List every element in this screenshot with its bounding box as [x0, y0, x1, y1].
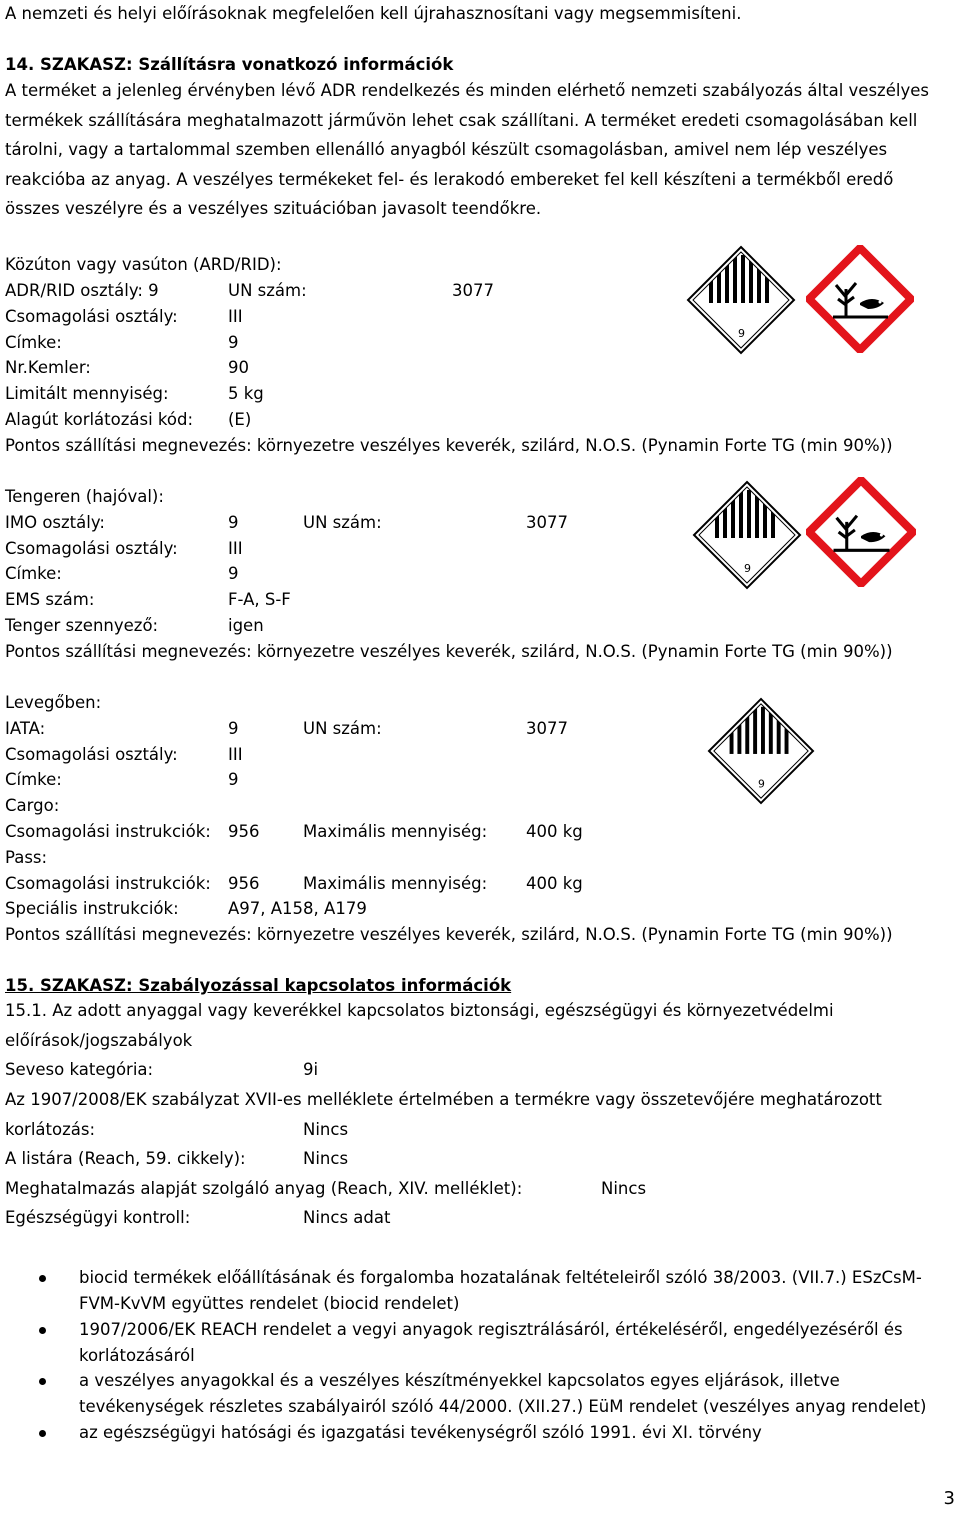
class9-diamond-icon	[686, 245, 796, 355]
class9-number: 9	[744, 562, 751, 575]
sea-label-label: Címke:	[5, 564, 62, 583]
air-cargo-label: Cargo:	[5, 796, 60, 815]
sea-ems-label: EMS szám:	[5, 590, 95, 609]
air-pass-instr-label: Csomagolási instrukciók:	[5, 874, 211, 893]
road-packing-label: Csomagolási osztály:	[5, 307, 178, 326]
air-cargo-max-label: Maximális mennyiség:	[303, 822, 488, 841]
reach17-line: Az 1907/2008/EK szabályzat XVII-es melléklete értelmében a termékre vagy összetevőjére meghatározott	[5, 1090, 882, 1109]
air-shipping-name: Pontos szállítási megnevezés: környezetre veszélyes keverék, szilárd, N.O.S. (Pynamin Forte TG (min 90%))	[5, 925, 893, 944]
list-item-4-line-1: az egészségügyi hatósági és igazgatási tevékenységről szóló 1991. évi XI. törvény	[79, 1423, 762, 1442]
road-tunnel-label: Alagút korlátozási kód:	[5, 410, 194, 429]
sea-label-value: 9	[228, 564, 239, 583]
air-pass-max-label: Maximális mennyiség:	[303, 874, 488, 893]
health-label: Egészségügyi kontroll:	[5, 1208, 191, 1227]
air-cargo-max-value: 400 kg	[526, 822, 583, 841]
air-class-label: IATA:	[5, 719, 46, 738]
air-cargo-instr-value: 956	[228, 822, 260, 841]
restriction-label: korlátozás:	[5, 1120, 96, 1139]
section-14-para-line-3: tárolni, vagy a tartalommal szemben ellenálló anyagból készült csomagolásban, amivel nem lép veszélyes	[5, 140, 888, 159]
list-item-2-line-1: 1907/2006/EK REACH rendelet a vegyi anyagok regisztrálásáról, értékeléséről, engedélyezéséről és	[79, 1320, 903, 1339]
sea-ems-value: F-A, S-F	[228, 590, 291, 609]
authorisation-label: Meghatalmazás alapját szolgáló anyag (Reach, XIV. melléklet):	[5, 1179, 523, 1198]
road-kemler-value: 90	[228, 358, 249, 377]
sea-title: Tengeren (hajóval):	[5, 487, 164, 506]
air-cargo-instr-label: Csomagolási instrukciók:	[5, 822, 211, 841]
sea-shipping-name: Pontos szállítási megnevezés: környezetre veszélyes keverék, szilárd, N.O.S. (Pynamin Forte TG (min 90%))	[5, 642, 893, 661]
air-special-value: A97, A158, A179	[228, 899, 367, 918]
section-14-para-line-1: A terméket a jelenleg érvényben lévő ADR rendelkezés és minden elérhető nemzeti szabályozás által veszélyes	[5, 81, 929, 100]
sea-pollutant-label: Tenger szennyező:	[5, 616, 159, 635]
road-limited-value: 5 kg	[228, 384, 264, 403]
list-label: A listára (Reach, 59. cikkely):	[5, 1149, 246, 1168]
air-pass-instr-value: 956	[228, 874, 260, 893]
air-un-value: 3077	[526, 719, 568, 738]
section-14-para-line-4: reakcióba az anyag. A veszélyes termékeket fel- és lerakodó embereket fel kell készíteni a termékből eredő	[5, 170, 894, 189]
sea-packing-value: III	[228, 539, 243, 558]
list-value: Nincs	[303, 1149, 349, 1168]
class9-diamond-icon	[707, 697, 815, 805]
list-item-2-line-2: korlátozásáról	[79, 1346, 195, 1365]
air-packing-value: III	[228, 745, 243, 764]
air-packing-label: Csomagolási osztály:	[5, 745, 178, 764]
air-label-label: Címke:	[5, 770, 62, 789]
road-label-label: Címke:	[5, 333, 62, 352]
air-class-value: 9	[228, 719, 239, 738]
section-14-para-line-2: termékek szállítására meghatalmazott járművön lehet csak szállítani. A terméket eredeti csomagolásában kell	[5, 111, 918, 130]
road-shipping-name: Pontos szállítási megnevezés: környezetre veszélyes keverék, szilárd, N.O.S. (Pynamin Forte TG (min 90%))	[5, 436, 893, 455]
sea-un-value: 3077	[526, 513, 568, 532]
air-pass-label: Pass:	[5, 848, 48, 867]
list-item-1-line-2: FVM-KvVM együttes rendelet (biocid rendelet)	[79, 1294, 460, 1313]
road-title: Közúton vagy vasúton (ARD/RID):	[5, 255, 282, 274]
road-class-label: ADR/RID osztály: 9	[5, 281, 159, 300]
air-title: Levegőben:	[5, 693, 102, 712]
bullet-dot	[39, 1327, 46, 1334]
road-un-value: 3077	[452, 281, 494, 300]
road-packing-value: III	[228, 307, 243, 326]
page-number: 3	[943, 1488, 955, 1509]
air-un-label: UN szám:	[303, 719, 382, 738]
list-item-1-line-1: biocid termékek előállításának és forgalomba hozatalának feltételeiről szóló 38/2003. (VII.7.) ESzCsM-	[79, 1268, 922, 1287]
class9-number: 9	[758, 777, 765, 791]
list-item-3-line-1: a veszélyes anyagokkal és a veszélyes készítményekkel kapcsolatos egyes eljárások, illetve	[79, 1371, 840, 1390]
section-14-heading: 14. SZAKASZ: Szállításra vonatkozó információk	[5, 55, 454, 74]
environment-hazard-icon	[806, 245, 914, 353]
section-15-heading: 15. SZAKASZ: Szabályozással kapcsolatos információk	[5, 976, 512, 995]
intro-line: A nemzeti és helyi előírásoknak megfelelően kell újrahasznosítani vagy megsemmisíteni.	[5, 4, 742, 23]
sea-class-label: IMO osztály:	[5, 513, 105, 532]
sea-un-label: UN szám:	[303, 513, 382, 532]
road-un-label: UN szám:	[228, 281, 307, 300]
list-item-3-line-2: tevékenységek részletes szabályairól szóló 44/2000. (XII.27.) EüM rendelet (veszélyes anyag rendelet)	[79, 1397, 927, 1416]
air-special-label: Speciális instrukciók:	[5, 899, 179, 918]
sea-pollutant-value: igen	[228, 616, 264, 635]
road-kemler-label: Nr.Kemler:	[5, 358, 91, 377]
road-label-value: 9	[228, 333, 239, 352]
air-pass-max-value: 400 kg	[526, 874, 583, 893]
sea-packing-label: Csomagolási osztály:	[5, 539, 178, 558]
seveso-value: 9i	[303, 1060, 319, 1079]
bullet-dot	[39, 1275, 46, 1282]
authorisation-value: Nincs	[601, 1179, 647, 1198]
environment-hazard-icon	[806, 477, 916, 587]
health-value: Nincs adat	[303, 1208, 391, 1227]
section-15-1-line-1: 15.1. Az adott anyaggal vagy keverékkel kapcsolatos biztonsági, egészségügyi és környezetvédelmi	[5, 1001, 834, 1020]
class9-diamond-icon	[692, 480, 802, 590]
bullet-dot	[39, 1378, 46, 1385]
bullet-dot	[39, 1430, 46, 1437]
section-14-para-line-5: összes veszélyre és a veszélyes szituációban javasolt teendőkre.	[5, 199, 542, 218]
seveso-label: Seveso kategória:	[5, 1060, 154, 1079]
section-15-1-line-2: előírások/jogszabályok	[5, 1031, 193, 1050]
class9-number: 9	[738, 327, 745, 340]
road-limited-label: Limitált mennyiség:	[5, 384, 169, 403]
air-label-value: 9	[228, 770, 239, 789]
sea-class-value: 9	[228, 513, 239, 532]
restriction-value: Nincs	[303, 1120, 349, 1139]
road-tunnel-value: (E)	[228, 410, 252, 429]
